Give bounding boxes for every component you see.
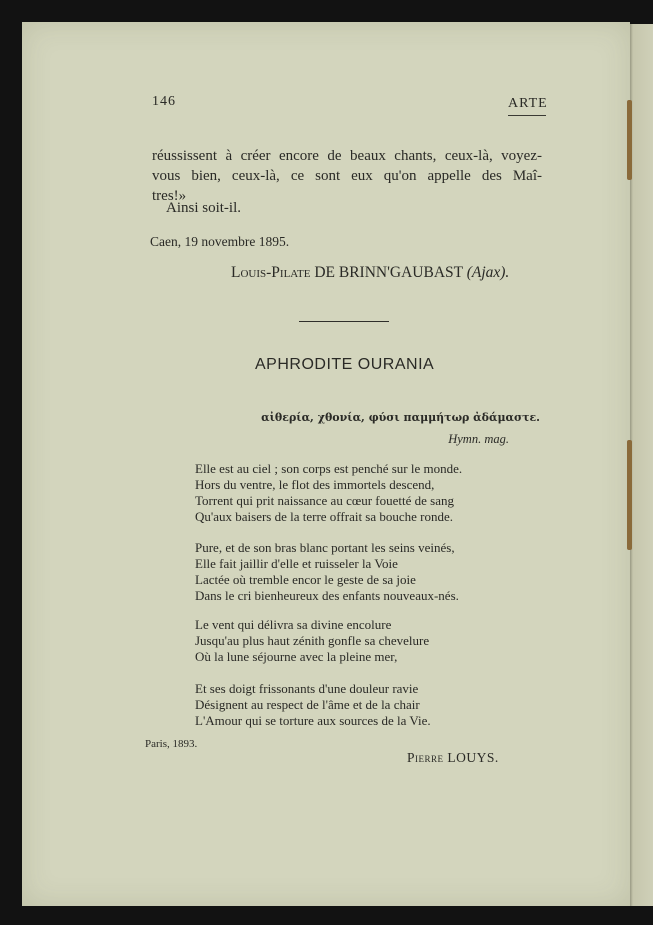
epigraph-greek: αἰθερία, χθονία, φύσι παμμήτωρ ἀδάμαστε. bbox=[261, 411, 540, 424]
binding-thread-mark bbox=[627, 100, 632, 180]
poem-title: APHRODITE OURANIA bbox=[255, 356, 435, 373]
closing-paragraph bbox=[152, 146, 542, 206]
verse-line: Et ses doigt frissonants d'une douleur ravie bbox=[195, 681, 419, 696]
running-title-underline bbox=[508, 115, 546, 116]
signature-pseudonym: (Ajax). bbox=[466, 264, 510, 281]
section-separator bbox=[299, 321, 389, 322]
page-number: 146 bbox=[152, 94, 176, 109]
verse-line: Pure, et de son bras blanc portant les seins veinés, bbox=[195, 540, 455, 555]
signature-surname: DE BRINN'GAUBAST bbox=[310, 264, 467, 281]
verse-line: Lactée où tremble encor le geste de sa joie bbox=[195, 572, 416, 587]
poem-place-date: Paris, 1893. bbox=[145, 738, 198, 750]
prose-line: vous bien, ceux-là, ce sont eux qu'on appelle des Maî- bbox=[152, 168, 542, 184]
closing-phrase: Ainsi soit-il. bbox=[166, 200, 242, 216]
verse-line: Elle fait jaillir d'elle et ruisseler la Voie bbox=[195, 556, 398, 571]
verse-line: Dans le cri bienheureux des enfants nouveaux-nés. bbox=[195, 588, 459, 603]
epigraph-source: Hymn. mag. bbox=[448, 432, 509, 446]
verse-line: Hors du ventre, le flot des immortels descend, bbox=[195, 477, 435, 492]
poem-stanza bbox=[195, 617, 429, 665]
verse-line: L'Amour qui se torture aux sources de la Vie. bbox=[195, 713, 431, 728]
poem-stanza bbox=[195, 461, 462, 525]
prose-line: tres!» bbox=[152, 188, 187, 204]
article-place-date: Caen, 19 novembre 1895. bbox=[150, 234, 290, 249]
verse-line: Qu'aux baisers de la terre offrait sa bouche ronde. bbox=[195, 509, 454, 524]
verse-line: Où la lune séjourne avec la pleine mer, bbox=[195, 649, 398, 664]
verse-line: Jusqu'au plus haut zénith gonfle sa chevelure bbox=[195, 633, 430, 648]
prose-line: réussissent à créer encore de beaux chants, ceux-là, voyez- bbox=[152, 148, 542, 164]
signature-first-names: Louis-Pilate bbox=[231, 264, 311, 281]
running-title: ARTE bbox=[508, 96, 548, 111]
poem-stanza bbox=[195, 681, 431, 729]
poem-stanza bbox=[195, 540, 459, 604]
verse-line: Le vent qui délivra sa divine encolure bbox=[195, 617, 392, 632]
signature-first-name: Pierre bbox=[407, 750, 444, 765]
article-signature bbox=[231, 264, 509, 282]
verse-line: Désignent au respect de l'âme et de la chair bbox=[195, 697, 420, 712]
binding-thread-mark bbox=[627, 440, 632, 550]
facing-page-edge bbox=[630, 24, 653, 906]
signature-surname: LOUYS. bbox=[443, 750, 499, 765]
verse-line: Torrent qui prit naissance au cœur fouetté de sang bbox=[195, 493, 454, 508]
poem-signature bbox=[407, 750, 499, 766]
verse-line: Elle est au ciel ; son corps est penché sur le monde. bbox=[195, 461, 463, 476]
